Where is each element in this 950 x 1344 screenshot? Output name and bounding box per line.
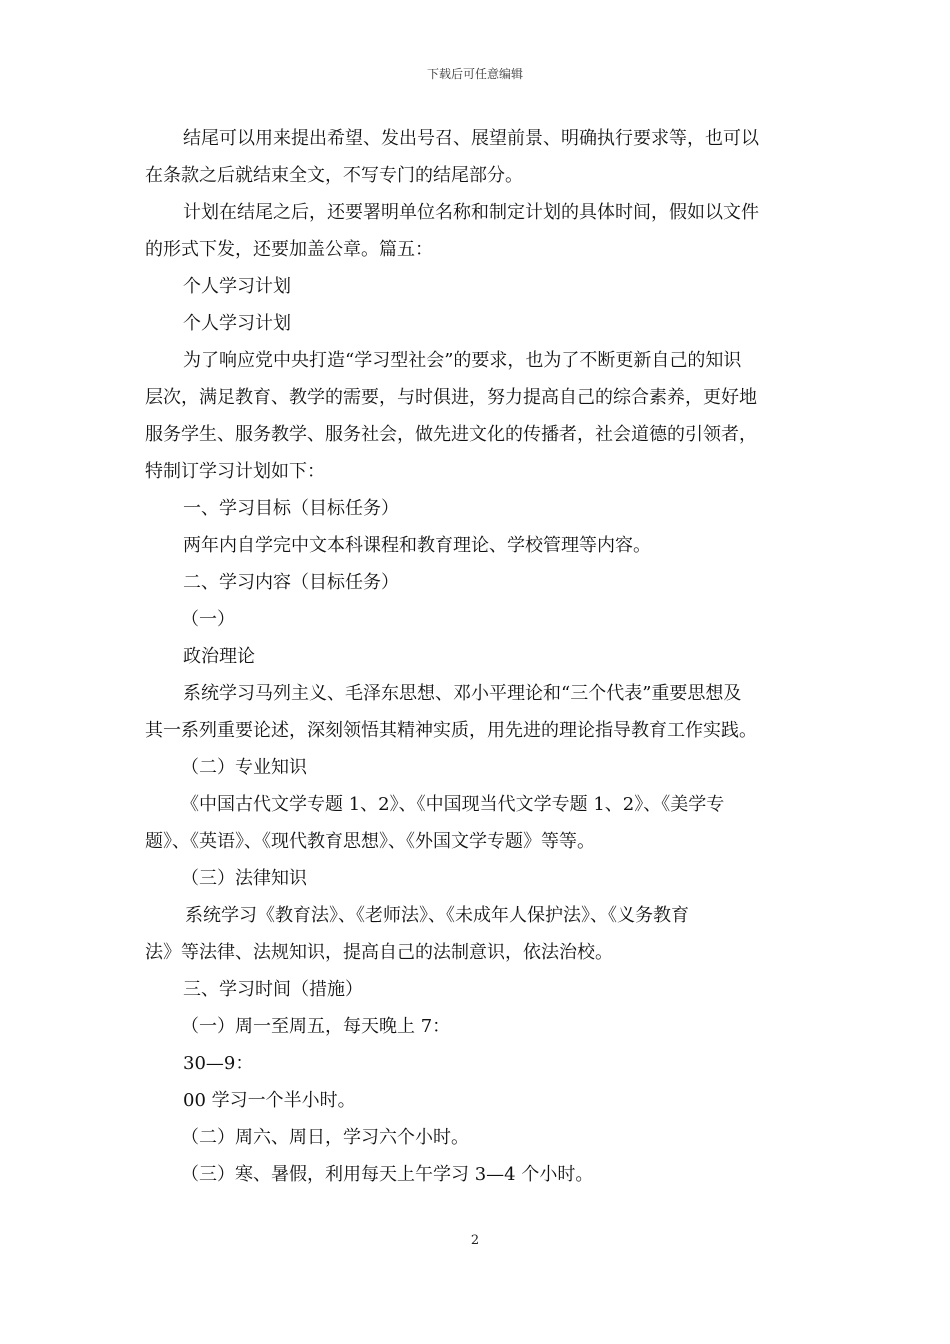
paragraph-line: 特制订学习计划如下： bbox=[145, 461, 325, 482]
list-item: （一）周一至周五，每天晚上 7： bbox=[181, 1016, 451, 1037]
paragraph-line: 其一系列重要论述，深刻领悟其精神实质，用先进的理论指导教育工作实践。 bbox=[145, 720, 757, 741]
paragraph-line: 层次，满足教育、教学的需要，与时俱进，努力提高自己的综合素养，更好地 bbox=[145, 387, 757, 408]
paragraph-line: 服务学生、服务教学、服务社会，做先进文化的传播者，社会道德的引领者， bbox=[145, 424, 757, 445]
subsection-heading: （三）法律知识 bbox=[181, 868, 307, 889]
subsection-marker: （一） bbox=[181, 609, 235, 630]
paragraph-line: 为了响应党中央打造“学习型社会”的要求，也为了不断更新自己的知识 bbox=[183, 350, 742, 371]
page-number: 2 bbox=[470, 1233, 480, 1248]
section-heading: 一、学习目标（目标任务） bbox=[183, 498, 399, 519]
paragraph-line: 在条款之后就结束全文，不写专门的结尾部分。 bbox=[145, 165, 523, 186]
section-heading: 二、学习内容（目标任务） bbox=[183, 572, 399, 593]
page-header: 下载后可任意编辑 bbox=[426, 67, 523, 81]
paragraph-line: 结尾可以用来提出希望、发出号召、展望前景、明确执行要求等，也可以 bbox=[183, 128, 759, 149]
paragraph-line: 《中国古代文学专题 1、2》、《中国现当代文学专题 1、2》、《美学专 bbox=[181, 794, 725, 815]
list-item: （二）周六、周日，学习六个小时。 bbox=[181, 1127, 469, 1148]
section-heading: 三、学习时间（措施） bbox=[183, 979, 363, 1000]
paragraph-line: 题》、《英语》、《现代教育思想》、《外国文学专题》等等。 bbox=[145, 831, 595, 852]
paragraph-line: 计划在结尾之后，还要署明单位名称和制定计划的具体时间，假如以文件 bbox=[183, 202, 759, 223]
paragraph-line: 法》等法律、法规知识，提高自己的法制意识，依法治校。 bbox=[145, 942, 613, 963]
section-title: 个人学习计划 bbox=[183, 276, 291, 297]
paragraph-line: 两年内自学完中文本科课程和教育理论、学校管理等内容。 bbox=[183, 535, 651, 556]
paragraph-line: 系统学习马列主义、毛泽东思想、邓小平理论和“三个代表”重要思想及 bbox=[183, 683, 742, 704]
subsection-heading: 政治理论 bbox=[183, 646, 255, 667]
section-title: 个人学习计划 bbox=[183, 313, 291, 334]
document-body bbox=[145, 120, 810, 1193]
list-item-continuation: 00 学习一个半小时。 bbox=[183, 1090, 356, 1111]
subsection-heading: （二）专业知识 bbox=[181, 757, 307, 778]
paragraph-line: 系统学习《教育法》、《老师法》、《未成年人保护法》、《义务教育 bbox=[185, 905, 689, 926]
list-item: （三）寒、暑假，利用每天上午学习 3—4 个小时。 bbox=[181, 1164, 594, 1185]
paragraph-line: 的形式下发，还要加盖公章。篇五： bbox=[145, 239, 433, 260]
list-item-continuation: 30—9： bbox=[183, 1053, 254, 1074]
